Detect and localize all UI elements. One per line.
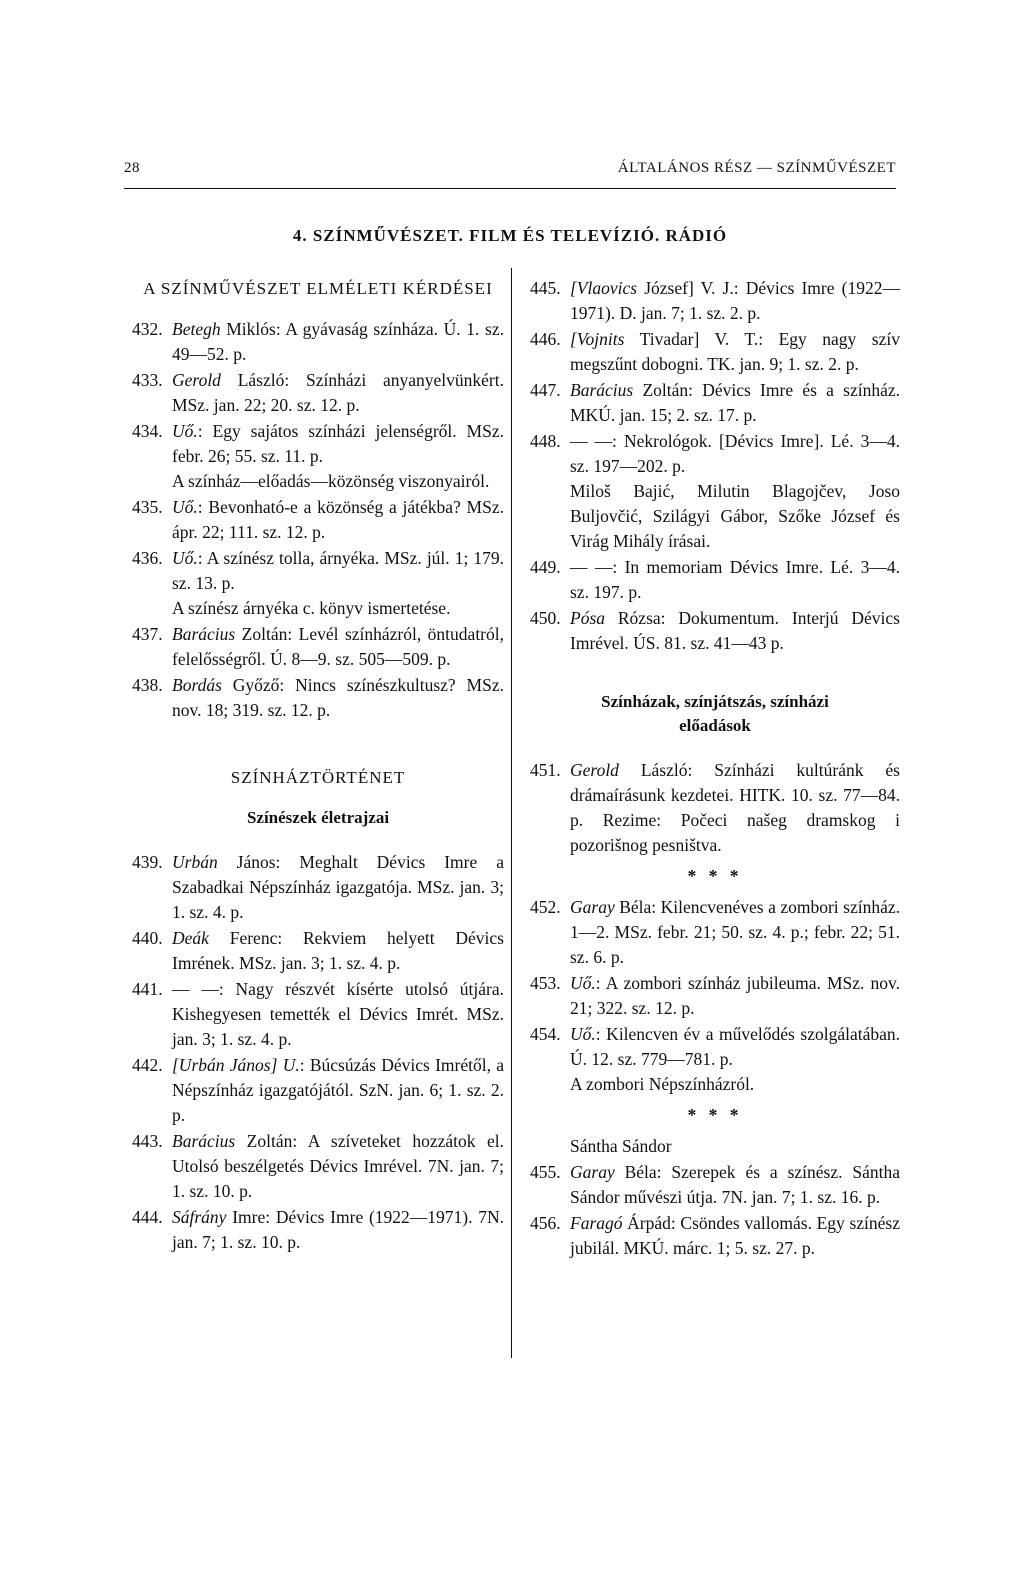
entry-number: 454. xyxy=(530,1024,561,1044)
entry-list xyxy=(132,317,504,723)
right-column xyxy=(530,276,900,1262)
entry-author: Betegh xyxy=(172,319,221,339)
entry-citation: : Egy sajátos színházi jelenségről. MSz. febr. 26; 55. sz. 11. p. xyxy=(172,421,504,466)
entry-number: 436. xyxy=(132,548,163,568)
entry-number: 451. xyxy=(530,760,561,780)
entry-author: [Urbán János] U. xyxy=(172,1055,300,1075)
entry-citation: Ferenc: Rekviem helyett Dévics Imrének. MSz. jan. 3; 1. sz. 4. p. xyxy=(172,928,504,973)
entry-citation: Rózsa: Dokumentum. Interjú Dévics Imrével. ÚS. 81. sz. 41—43 p. xyxy=(570,608,900,653)
entry-author: Deák xyxy=(172,928,209,948)
entry-citation: Miklós: A gyávaság színháza. Ú. 1. sz. 49—52. p. xyxy=(172,319,504,364)
bibliography-entry xyxy=(530,971,900,1021)
entry-number: 435. xyxy=(132,497,163,517)
entry-author: Uő. xyxy=(172,548,198,568)
entry-citation: Béla: Szerepek és a színész. Sántha Sándor művészi útja. 7N. jan. 7; 1. sz. 16. p. xyxy=(570,1162,900,1207)
entry-citation: Tivadar] V. T.: Egy nagy szív megszűnt dobogni. TK. jan. 9; 1. sz. 2. p. xyxy=(570,329,900,374)
entry-citation: Béla: Kilencvenéves a zombori színház. 1—2. MSz. febr. 21; 50. sz. 4. p.; febr. 22; 51. sz. 6. p. xyxy=(570,897,900,967)
entry-author: Sáfrány xyxy=(172,1207,227,1227)
entry-author: Urbán xyxy=(172,852,218,872)
entry-number: 438. xyxy=(132,675,163,695)
entry-citation: : Kilencven év a művelődés szolgálatában. Ú. 12. sz. 779—781. p. xyxy=(570,1024,900,1069)
entry-citation: János: Meghalt Dévics Imre a Szabadkai Népszínház igazgatója. MSz. jan. 3; 1. sz. 4. p. xyxy=(172,852,504,922)
entry-author: Barácius xyxy=(570,380,634,400)
section-heading-history: SZÍNHÁZTÖRTÉNET xyxy=(230,768,406,787)
entry-citation: Zoltán: A szíveteket hozzátok el. Utolsó beszélgetés Dévics Imrével. 7N. jan. 7; 1. sz. 10. p. xyxy=(172,1131,504,1201)
separator-stars: * * * xyxy=(687,866,743,886)
chapter-title: 4. SZÍNMŰVÉSZET. FILM ÉS TELEVÍZIÓ. RÁDIÓ xyxy=(292,226,728,245)
subheading-biographies: Színészek életrajzai xyxy=(246,808,390,827)
entry-number: 437. xyxy=(132,624,163,644)
subject-name: Sántha Sándor xyxy=(570,1136,672,1156)
entry-citation: József] V. J.: Dévics Imre (1922—1971). D. jan. 7; 1. sz. 2. p. xyxy=(570,278,900,323)
section-title: ÁLTALÁNOS RÉSZ — SZÍNMŰVÉSZET xyxy=(617,160,896,176)
entry-author: Uő. xyxy=(570,973,596,993)
column-divider xyxy=(511,268,512,1358)
entry-citation: — —: Nagy részvét kísérte utolsó útjára. Kishegyesen temették el Dévics Imrét. MSz. jan. 3; 1. sz. 4. p. xyxy=(172,979,504,1049)
entry-number: 453. xyxy=(530,973,561,993)
entry-citation: Győző: Nincs színészkultusz? MSz. nov. 18; 319. sz. 12. p. xyxy=(172,675,504,720)
entry-list xyxy=(530,276,900,656)
entry-number: 455. xyxy=(530,1162,561,1182)
entry-number: 444. xyxy=(132,1207,163,1227)
bibliography-entry xyxy=(530,327,900,377)
bibliography-entry xyxy=(530,429,900,554)
bibliography-entry xyxy=(132,546,504,621)
entry-author: Barácius xyxy=(172,624,236,644)
entry-number: 449. xyxy=(530,557,561,577)
entry-number: 446. xyxy=(530,329,561,349)
bibliography-entry xyxy=(530,555,900,605)
entry-author: Garay xyxy=(570,1162,615,1182)
bibliography-entry xyxy=(132,495,504,545)
entry-citation: Zoltán: Dévics Imre és a színház. MKÚ. jan. 15; 2. sz. 17. p. xyxy=(570,380,900,425)
entry-number: 445. xyxy=(530,278,561,298)
entry-annotation: A színész árnyéka c. könyv ismertetése. xyxy=(172,598,451,618)
bibliography-entry xyxy=(530,378,900,428)
entry-citation: — —: Nekrológok. [Dévics Imre]. Lé. 3—4. sz. 197—202. p. xyxy=(570,431,900,476)
entry-number: 452. xyxy=(530,897,561,917)
bibliography-entry xyxy=(132,1129,504,1204)
entry-author: [Vlaovics xyxy=(570,278,638,298)
entry-author: Barácius xyxy=(172,1131,236,1151)
entry-author: Faragó xyxy=(570,1213,623,1233)
bibliography-entry xyxy=(132,926,504,976)
entry-author: Bordás xyxy=(172,675,222,695)
entry-annotation: A zombori Népszínházról. xyxy=(570,1074,755,1094)
bibliography-entry xyxy=(132,673,504,723)
entry-author: Pósa xyxy=(570,608,605,628)
section-heading-theory: A SZÍNMŰVÉSZET ELMÉLETI KÉRDÉSEI xyxy=(143,279,493,298)
entry-citation: Zoltán: Levél színházról, öntudatról, felelősségről. Ú. 8—9. sz. 505—509. p. xyxy=(172,624,504,669)
entry-citation: Árpád: Csöndes vallomás. Egy színész jubilál. MKÚ. márc. 1; 5. sz. 27. p. xyxy=(570,1213,900,1258)
entry-number: 442. xyxy=(132,1055,163,1075)
entry-author: Uő. xyxy=(570,1024,596,1044)
entry-list xyxy=(530,1160,900,1261)
entry-number: 433. xyxy=(132,370,163,390)
bibliography-entry xyxy=(530,1160,900,1210)
bibliography-entry xyxy=(530,276,900,326)
entry-citation: László: Színházi kultúránk és drámaírásunk kezdetei. HITK. 10. sz. 77—84. p. Rezime: Počeci našeg dramskog i pozorišnog pesništva. xyxy=(570,760,900,855)
separator-stars: * * * xyxy=(687,1105,743,1125)
entry-list xyxy=(132,850,504,1255)
bibliography-entry xyxy=(132,850,504,925)
bibliography-entry xyxy=(530,758,900,858)
entry-citation: : A színész tolla, árnyéka. MSz. júl. 1; 179. sz. 13. p. xyxy=(172,548,504,593)
bibliography-entry xyxy=(132,1205,504,1255)
left-column xyxy=(132,276,504,1256)
subheading-theatres: Színházak, színjátszás, színházi előadások xyxy=(601,692,829,735)
entry-author: Gerold xyxy=(172,370,221,390)
entry-citation: Imre: Dévics Imre (1922—1971). 7N. jan. 7; 1. sz. 10. p. xyxy=(172,1207,504,1252)
entry-author: [Vojnits xyxy=(570,329,625,349)
entry-number: 448. xyxy=(530,431,561,451)
page-number: 28 xyxy=(124,160,140,176)
bibliography-entry xyxy=(132,368,504,418)
entry-author: Garay xyxy=(570,897,615,917)
bibliography-entry xyxy=(530,606,900,656)
bibliography-entry xyxy=(530,1022,900,1097)
entry-number: 441. xyxy=(132,979,163,999)
bibliography-entry xyxy=(132,622,504,672)
entry-number: 439. xyxy=(132,852,163,872)
bibliography-entry xyxy=(530,895,900,970)
entry-citation: : Bevonható-e a közönség a játékba? MSz. ápr. 22; 111. sz. 12. p. xyxy=(172,497,504,542)
entry-number: 434. xyxy=(132,421,163,441)
entry-number: 432. xyxy=(132,319,163,339)
bibliography-entry xyxy=(132,317,504,367)
entry-number: 447. xyxy=(530,380,561,400)
bibliography-entry xyxy=(132,419,504,494)
bibliography-entry xyxy=(132,1053,504,1128)
entry-author: Uő. xyxy=(172,421,198,441)
bibliography-entry xyxy=(132,977,504,1052)
bibliography-entry xyxy=(530,1211,900,1261)
entry-annotation: Miloš Bajić, Milutin Blagojčev, Joso Buljovčić, Szilágyi Gábor, Szőke József és Virág Mihály írásai. xyxy=(570,481,900,551)
entry-author: Gerold xyxy=(570,760,619,780)
running-head xyxy=(124,160,896,186)
entry-author: Uő. xyxy=(172,497,198,517)
entry-number: 450. xyxy=(530,608,561,628)
entry-citation: : A zombori színház jubileuma. MSz. nov. 21; 322. sz. 12. p. xyxy=(570,973,900,1018)
entry-number: 440. xyxy=(132,928,163,948)
header-rule xyxy=(124,188,896,189)
entry-annotation: A színház—előadás—közönség viszonyairól. xyxy=(172,471,490,491)
entry-list xyxy=(530,895,900,1097)
entry-citation: László: Színházi anyanyelvünkért. MSz. jan. 22; 20. sz. 12. p. xyxy=(172,370,504,415)
entry-list xyxy=(530,758,900,858)
entry-number: 443. xyxy=(132,1131,163,1151)
entry-number: 456. xyxy=(530,1213,561,1233)
entry-citation: — —: In memoriam Dévics Imre. Lé. 3—4. sz. 197. p. xyxy=(570,557,900,602)
entry-citation: : Búcsúzás Dévics Imrétől, a Népszínház igazgatójától. SzN. jan. 6; 1. sz. 2. p. xyxy=(172,1055,504,1125)
